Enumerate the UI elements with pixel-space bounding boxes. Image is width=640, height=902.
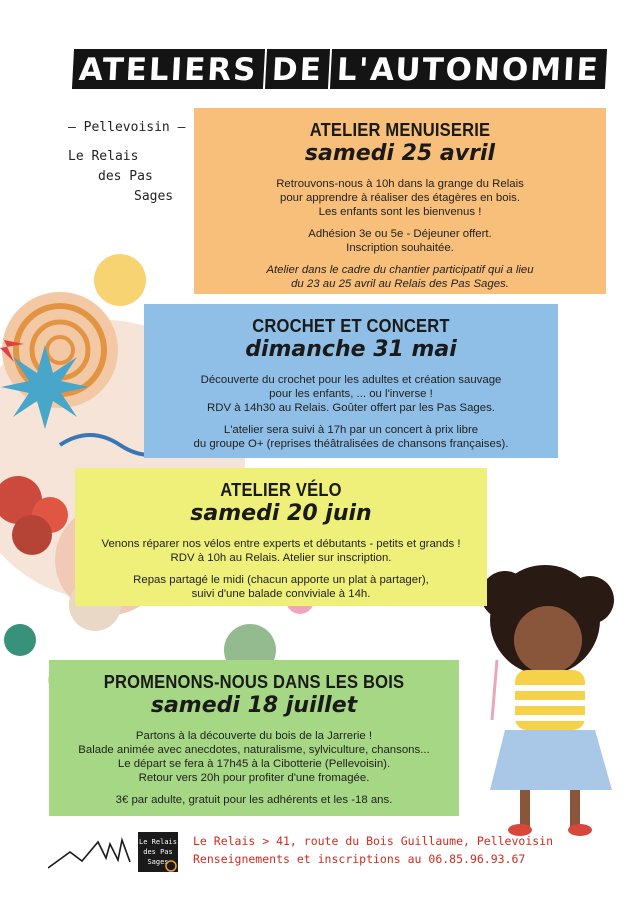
event-line: suivi d'une balade conviviale à 14h. xyxy=(191,588,371,600)
event-line: pour les enfants, ... ou l'inverse ! xyxy=(269,388,433,400)
event-pricing xyxy=(49,793,459,807)
location-line-2: des Pas xyxy=(98,169,153,184)
event-note xyxy=(75,573,487,601)
event-pricing xyxy=(194,227,606,255)
relais-logo xyxy=(48,828,188,876)
event-crochet-concert xyxy=(144,304,558,458)
yellow-disc xyxy=(94,254,146,306)
girl-leg-left xyxy=(520,790,530,828)
location-block xyxy=(58,118,188,207)
girl-illustration xyxy=(481,565,614,836)
event-promenons-nous xyxy=(49,660,459,816)
teal-disc xyxy=(4,624,36,656)
event-line: pour apprendre à réaliser des étagères en bois. xyxy=(280,192,520,204)
event-line: Retrouvons-nous à 10h dans la grange du Relais xyxy=(276,178,524,190)
footer-contact xyxy=(193,832,553,868)
event-description xyxy=(75,537,487,565)
girl-face xyxy=(514,606,582,674)
event-velo xyxy=(75,468,487,606)
title-word-1: ATELIERS xyxy=(72,49,265,89)
event-line: RDV à 14h30 au Relais. Goûter offert par les Pas Sages. xyxy=(207,402,495,414)
girl-hair-curl-2 xyxy=(566,576,614,624)
event-date: samedi 18 juillet xyxy=(150,693,358,718)
red-petal-3 xyxy=(12,515,52,555)
logo-text-2: des Pas xyxy=(143,848,173,856)
event-line: du 23 au 25 avril au Relais des Pas Sages. xyxy=(291,278,509,290)
event-description xyxy=(49,729,459,785)
event-line: Découverte du crochet pour les adultes et création sauvage xyxy=(200,374,502,386)
event-line: Repas partagé le midi (chacun apporte un plat à partager), xyxy=(133,574,429,586)
event-title: ATELIER VÉLO xyxy=(220,480,342,500)
event-line: L'atelier sera suivi à 17h par un concert à prix libre xyxy=(223,424,479,436)
event-line: Atelier dans le cadre du chantier participatif qui a lieu xyxy=(266,264,534,276)
location-line-1: Le Relais xyxy=(68,149,139,164)
girl-hair-curl-1 xyxy=(481,571,529,619)
logo-text-3: Sages xyxy=(147,858,169,866)
footer-address: Le Relais > 41, route du Bois Guillaume, Pellevoisin xyxy=(193,834,554,848)
event-description xyxy=(194,177,606,219)
event-line: RDV à 10h au Relais. Atelier sur inscription. xyxy=(170,552,392,564)
event-date: samedi 20 juin xyxy=(190,501,372,526)
footer-phone: Renseignements et inscriptions au 06.85.96.93.67 xyxy=(193,852,526,866)
event-line: 3€ par adulte, gratuit pour les adhérents et les -18 ans. xyxy=(115,794,393,806)
event-note xyxy=(144,423,558,451)
event-line: Venons réparer nos vélos entre experts et débutants - petits et grands ! xyxy=(101,538,461,550)
event-line: Inscription souhaitée. xyxy=(346,242,454,254)
event-line: Retour vers 20h pour profiter d'une fromagée. xyxy=(138,772,370,784)
event-line: Les enfants sont les bienvenus ! xyxy=(318,206,482,218)
event-line: Le départ se fera à 17h45 à la Cibotterie (Pellevoisin). xyxy=(117,758,391,770)
paintbrush xyxy=(492,660,497,720)
location-town: – Pellevoisin – xyxy=(68,120,186,135)
title-word-3: L'AUTONOMIE xyxy=(329,49,606,89)
event-line: Adhésion 3e ou 5e - Déjeuner offert. xyxy=(308,228,492,240)
event-date: samedi 25 avril xyxy=(304,141,496,166)
page-title xyxy=(73,48,601,90)
event-menuiserie xyxy=(194,108,606,294)
girl-shoe-right xyxy=(568,824,592,836)
event-title: CROCHET ET CONCERT xyxy=(252,316,450,336)
shirt-stripe-2 xyxy=(515,700,585,706)
event-title: ATELIER MENUISERIE xyxy=(309,120,491,140)
event-line: Partons à la découverte du bois de la Jarrerie ! xyxy=(135,730,373,742)
event-description xyxy=(144,373,558,415)
shirt-stripe-3 xyxy=(515,715,585,721)
event-title: PROMENONS-NOUS DANS LES BOIS xyxy=(103,672,405,692)
event-note xyxy=(194,263,606,291)
shirt-stripe-1 xyxy=(515,685,585,691)
girl-leg-right xyxy=(570,790,580,828)
event-line: Balade animée avec anecdotes, naturalisme, sylviculture, chansons... xyxy=(78,744,430,756)
mountain-line-icon xyxy=(48,840,130,868)
title-word-2: DE xyxy=(265,49,330,89)
logo-text-1: Le Relais xyxy=(139,838,177,846)
event-date: dimanche 31 mai xyxy=(245,337,457,362)
girl-skirt xyxy=(490,730,612,790)
event-line: du groupe O+ (reprises théâtralisées de chansons françaises). xyxy=(193,438,509,450)
location-line-3: Sages xyxy=(134,189,174,204)
